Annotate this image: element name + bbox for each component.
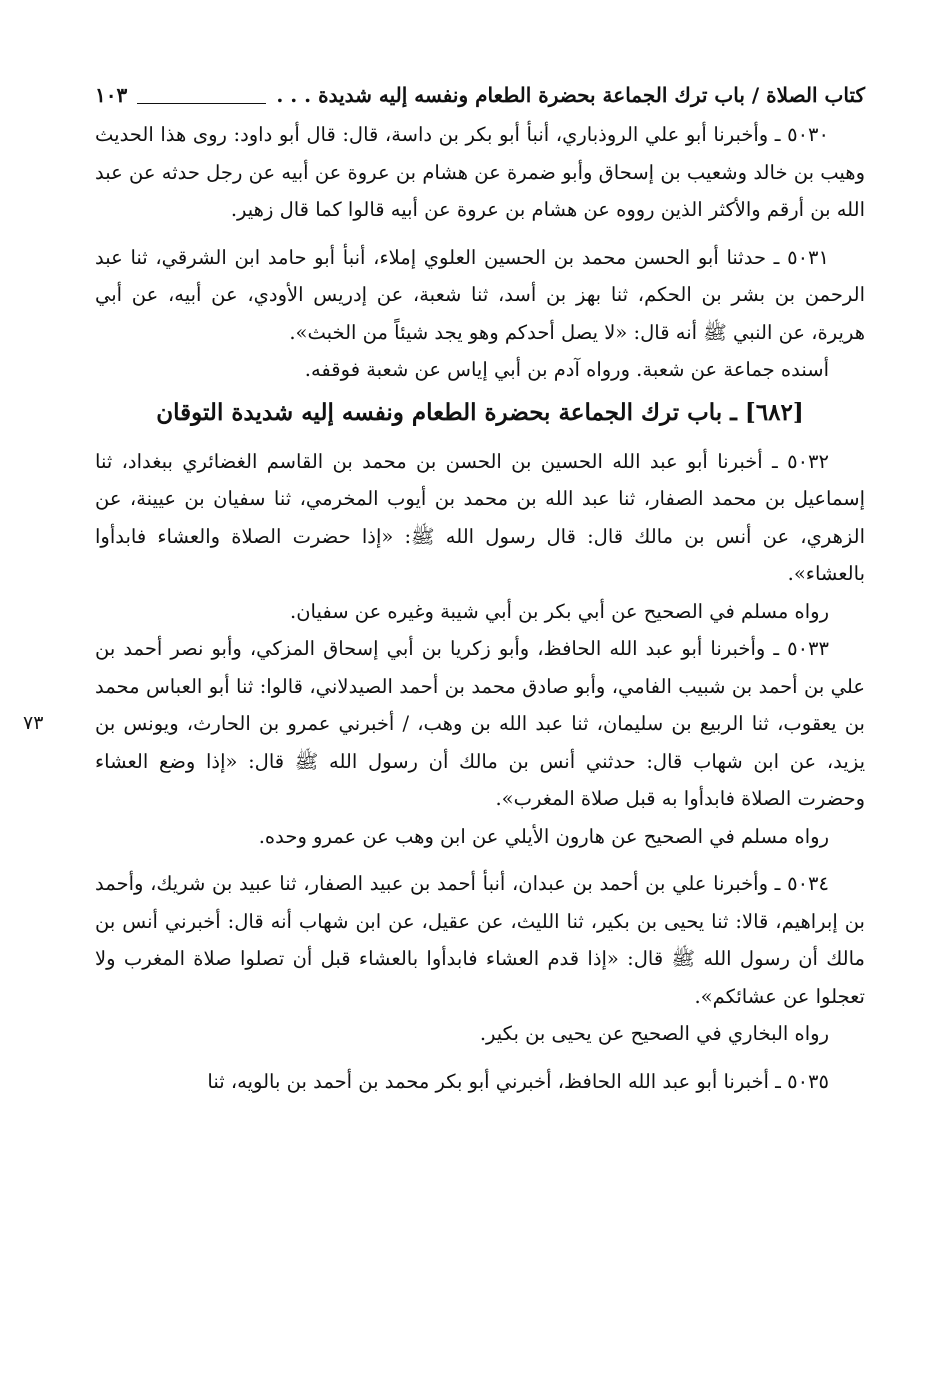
hadith-5030: ٥٠٣٠ ـ وأخبرنا أبو علي الروذباري، أنبأ أبو بكر بن داسة، قال: قال أبو داود: روى هذا الحديث وهيب بن خالد وشعيب بن إسحاق وأبو ضمرة عن هشام بن عروة عن أبيه عن رجل حدثه عن عبد الله بن أرقم والأكثر الذين رووه عن هشام بن عروة عن أبيه قالوا كما قال زهير.: [95, 123, 866, 221]
header-rule: [137, 103, 266, 104]
running-title: كتاب الصلاة / باب ترك الجماعة بحضرة الطعام ونفسه إليه شديدة . . .: [276, 83, 865, 107]
hadith-5031: ٥٠٣١ ـ حدثنا أبو الحسن محمد بن الحسين العلوي إملاء، أنبأ أبو حامد ابن الشرقي، ثنا عبد الرحمن بن بشر بن الحكم، ثنا بهز بن أسد، ثنا شعبة، عن إدريس الأودي، عن أبيه، عن أبي هريرة، عن النبي ﷺ أنه قال: «لا يصل أحدكم وهو يجد شيئاً من الخبث».: [95, 245, 865, 344]
note-5032: رواه مسلم في الصحيح عن أبي بكر بن أبي شيبة وغيره عن سفيان.: [290, 599, 829, 623]
note-5031: أسنده جماعة عن شعبة. ورواه آدم بن أبي إياس عن شعبة فوقفه.: [304, 358, 829, 381]
running-header: [95, 78, 865, 112]
hadith-5033-wrapper: [23, 630, 865, 818]
hadith-5033: ٥٠٣٣ ـ وأخبرنا أبو عبد الله الحافظ، وأبو زكريا بن أبي إسحاق المزكي، وأبو نصر أحمد بن علي بن أحمد بن شبيب الفامي، وأبو صادق محمد بن أحمد الصيدلاني، قالوا: ثنا أبو العباس محمد بن يعقوب، ثنا الربيع بن سليمان، ثنا عبد الله بن وهب، / أخبرني عمرو بن الحارث، ويونس بن يزيد، عن ابن شهاب قال: حدثني أنس بن مالك أن رسول الله ﷺ قال: «إذا وضع العشاء وحضرت الصلاة فابدأوا به قبل صلاة المغرب».: [95, 637, 865, 810]
book-page: [23, 78, 866, 1100]
chapter-heading: [٦٨٢] ـ باب ترك الجماعة بحضرة الطعام ونفسه إليه شديدة التوقان: [156, 398, 804, 426]
note-5033: رواه مسلم في الصحيح عن هارون الأيلي عن ابن وهب عن عمرو وحده.: [258, 824, 829, 848]
hadith-5032: ٥٠٣٢ ـ أخبرنا أبو عبد الله الحسين بن الحسن بن محمد بن القاسم الغضائري ببغداد، ثنا إسماعيل بن محمد الصفار، ثنا عبد الله بن محمد بن أيوب المخرمي، ثنا سفيان بن عيينة، عن الزهري، عن أنس بن مالك قال: قال رسول الله ﷺ: «إذا حضرت الصلاة والعشاء فابدأوا بالعشاء».: [95, 449, 865, 585]
note-5034: رواه البخاري في الصحيح عن يحيى بن بكير.: [479, 1022, 829, 1045]
hadith-5035: ٥٠٣٥ ـ أخبرنا أبو عبد الله الحافظ، أخبرني أبو بكر محمد بن أحمد بن بالويه، ثنا: [207, 1069, 829, 1093]
hadith-5034: ٥٠٣٤ ـ وأخبرنا علي بن أحمد بن عبدان، أنبأ أحمد بن عبيد الصفار، ثنا عبيد بن شريك، وأحمد بن إبراهيم، قالا: ثنا يحيى بن بكير، ثنا الليث، عن عقيل، عن ابن شهاب أنه قال: أخبرني أنس بن مالك أن رسول الله ﷺ قال: «إذا قدم العشاء فابدأوا بالعشاء قبل أن تصلوا صلاة المغرب ولا تعجلوا عن عشائكم».: [95, 872, 865, 1008]
page-number: ١٠٣: [95, 83, 128, 107]
margin-folio-reference: ٧٣: [23, 712, 44, 734]
